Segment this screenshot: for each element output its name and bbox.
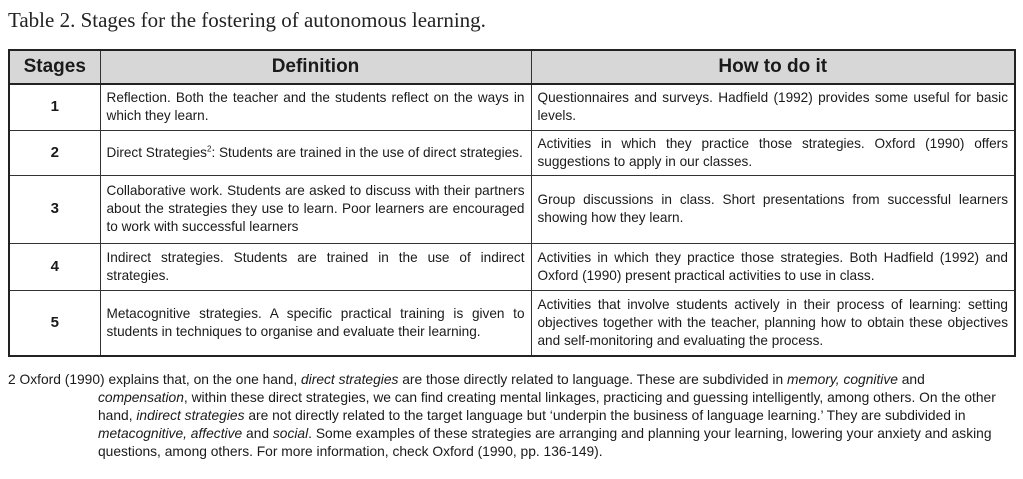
stage-how-to: Group discussions in class. Short presentations from successful learners showing how they learn. bbox=[531, 175, 1015, 243]
table-row bbox=[9, 243, 1015, 290]
footnote-run: and bbox=[242, 426, 273, 441]
footnote-run: , within these direct strategies, we can find creating mental linkages, practicing and guessing intelligently, among others. On the other hand, bbox=[98, 390, 996, 423]
stages-table bbox=[8, 49, 1016, 357]
table-row bbox=[9, 84, 1015, 130]
footnote-run: are those directly related to language. These are subdivided in bbox=[398, 372, 787, 387]
table-header-row bbox=[9, 50, 1015, 84]
footnote-term: indirect strategies bbox=[136, 408, 245, 423]
footnote-term: compensation bbox=[98, 390, 184, 405]
footnote-text bbox=[8, 371, 1014, 461]
footnote-run: are not directly related to the target language but ‘underpin the business of language learning.’ They are subdivided in bbox=[244, 408, 966, 423]
header-definition: Definition bbox=[100, 50, 531, 84]
table-row bbox=[9, 290, 1015, 356]
footnote-run: 2 Oxford (1990) explains that, on the one hand, bbox=[8, 372, 301, 387]
table-caption: Table 2. Stages for the fostering of autonomous learning. bbox=[8, 8, 486, 32]
stage-number: 3 bbox=[9, 175, 100, 243]
table-row bbox=[9, 130, 1015, 175]
stage-number: 4 bbox=[9, 243, 100, 290]
stage-how-to: Questionnaires and surveys. Hadfield (1992) provides some useful for basic levels. bbox=[531, 84, 1015, 130]
stage-how-to: Activities that involve students actively in their process of learning: setting objectives together with the teacher, planning how to obtain these objectives and self-monitoring and evaluating the process. bbox=[531, 290, 1015, 356]
stage-definition: Collaborative work. Students are asked to discuss with their partners about the strategies they use to learn. Poor learners are encouraged to work with successful learners bbox=[100, 175, 531, 243]
stage-definition: Metacognitive strategies. A specific practical training is given to students in techniques to organise and evaluate their learning. bbox=[100, 290, 531, 356]
stage-definition: Indirect strategies. Students are trained in the use of indirect strategies. bbox=[100, 243, 531, 290]
definition-text: Direct Strategies bbox=[106, 144, 207, 160]
header-stages: Stages bbox=[9, 50, 100, 84]
header-how-to-do-it: How to do it bbox=[531, 50, 1015, 84]
stage-definition: Reflection. Both the teacher and the students reflect on the ways in which they learn. bbox=[100, 84, 531, 130]
stage-definition bbox=[100, 130, 531, 175]
footnote-term: direct strategies bbox=[301, 372, 399, 387]
footnote-marker: 2 bbox=[206, 143, 212, 153]
stage-number: 2 bbox=[9, 130, 100, 175]
definition-text: : Students are trained in the use of direct strategies. bbox=[211, 144, 523, 160]
footnote-run: . Some examples of these strategies are arranging and planning your learning, lowering your anxiety and asking questions, among others. For more information, check Oxford (1990, pp. 136-149). bbox=[98, 426, 992, 459]
footnote bbox=[8, 371, 1014, 461]
table-row bbox=[9, 175, 1015, 243]
stage-number: 1 bbox=[9, 84, 100, 130]
stage-number: 5 bbox=[9, 290, 100, 356]
stage-how-to: Activities in which they practice those strategies. Oxford (1990) offers suggestions to apply in our classes. bbox=[531, 130, 1015, 175]
footnote-term: memory, cognitive bbox=[787, 372, 898, 387]
footnote-run: and bbox=[897, 372, 925, 387]
stage-how-to: Activities in which they practice those strategies. Both Hadfield (1992) and Oxford (1990) present practical activities to use in class. bbox=[531, 243, 1015, 290]
footnote-term: social bbox=[272, 426, 309, 441]
footnote-term: metacognitive, affective bbox=[98, 426, 243, 441]
